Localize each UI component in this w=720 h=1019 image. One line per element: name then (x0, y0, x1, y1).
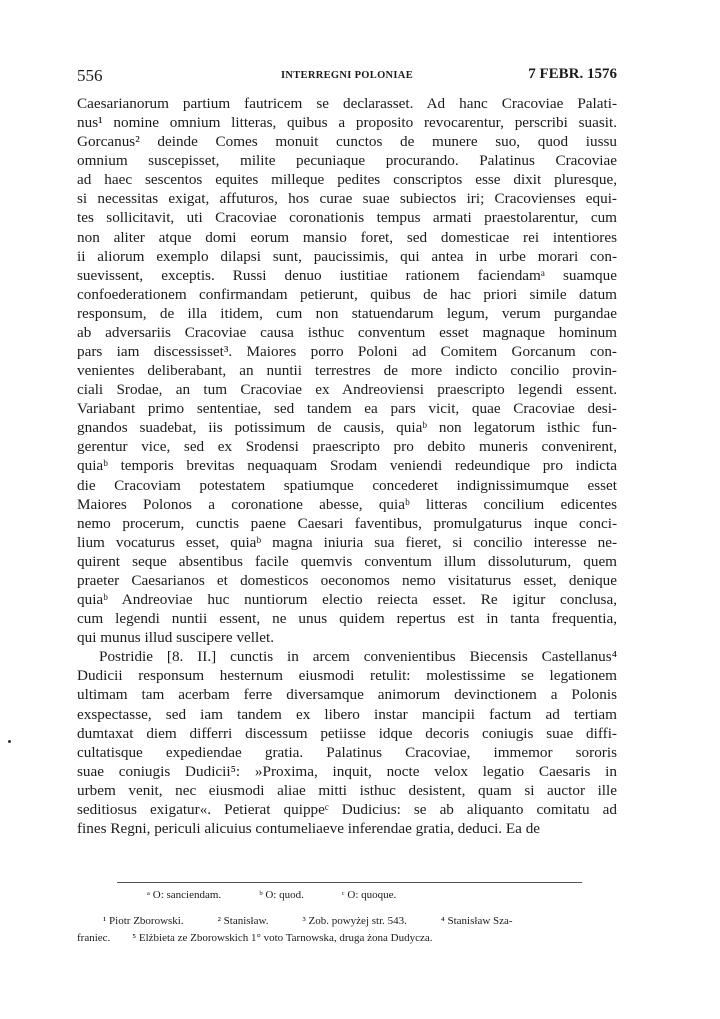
text-line: non aliter atque domi eorum mansio foret, sed domesticae rei intentiores (77, 228, 617, 246)
text-line: die Cracoviam potestatem spatiumque concederet indignissimumque esset (77, 476, 617, 494)
footnote: ³ Zob. powyżej str. 543. (302, 915, 407, 927)
footnote-divider (117, 882, 582, 883)
header-date: 7 FEBR. 1576 (528, 66, 617, 82)
text-line: cultatisque expediendae gratia. Palatinus Cracoviae, immemor sororis (77, 743, 617, 761)
text-line: Variabant primo sententiae, sed tandem ea pars vicit, quae Cracoviae desi- (77, 400, 617, 418)
text-line: pars iam discessisset³. Maiores porro Poloni ad Comitem Gorcanum con- (77, 343, 617, 361)
text-line: tes sollicitavit, uti Cracoviae coronationis tempus armati praestolarentur, cum (77, 209, 617, 227)
text-line: urbem venit, nec eiusmodi aliae mitti isthuc desistent, quam si auctor ille (77, 781, 617, 799)
footnotes (77, 913, 617, 947)
text-line: Caesarianorum partium fautricem se declarasset. Ad hanc Cracoviae Palati- (77, 95, 617, 112)
footnote-row (77, 930, 617, 947)
text-line: Dudicii responsum hesternum eiusmodi retulit: molestissime se legationem (77, 667, 617, 685)
text-line: exspectasse, sed iam tandem ex libero instar mancipii factum ad tertiam (77, 705, 617, 723)
text-line: Gorcanus² deinde Comes monuit cunctos de munere suo, quod iussu (77, 133, 617, 151)
textual-note: ᵃ O: sanciendam. (147, 889, 222, 901)
text-line: ciali Srodae, an tum Cracoviae ex Andreoviensi praescripto legendi essent. (77, 381, 617, 399)
text-line: gnandos suadebat, iis potissimum de causis, quiaᵇ non legatorum isthic fun- (77, 419, 617, 437)
text-line: quiaᵇ Andreoviae huc nuntiorum electio reiecta esset. Re igitur conclusa, (77, 591, 617, 609)
page-number: 556 (77, 66, 103, 85)
page-header (77, 62, 617, 90)
text-line: responsum, de illa itidem, cum non statuendarum legum, verum purgandae (77, 304, 617, 322)
textual-note: ᶜ O: quoque. (341, 889, 397, 901)
footnote: ⁵ Elżbieta ze Zborowskich 1° voto Tarnowska, druga żona Dudycza. (132, 932, 433, 944)
body-text (77, 94, 617, 838)
text-line: ultimam tam acerbam ferre diversamque animorum devinctionem a Polonis (77, 686, 617, 704)
text-line: ii aliorum exemplo dilapsi sunt, paucissimis, qui antea in urbe morari con- (77, 247, 617, 265)
textual-notes (147, 889, 434, 901)
footnote-row (77, 913, 617, 930)
text-line: suevissent, exceptis. Russi denuo iustitiae rationem faciendamᵃ suamque (77, 266, 617, 284)
text-line: quiaᵇ temporis brevitas nequaquam Srodam veniendi redeundique pro indicta (77, 457, 617, 475)
textual-note: ᵇ O: quod. (259, 889, 304, 901)
text-line: suae coniugis Dudicii⁵: »Proxima, inquit, nocte velox legatio Caesaris in (77, 762, 617, 780)
text-line: gerentur vice, sed ex Srodensi praescripto pro debito muneris convenirent, (77, 438, 617, 456)
text-line: praeter Caesarianos et domesticos oeconomos nemo visitaturus esset, denique (77, 571, 617, 589)
text-line: ad haec sescentos equites milleque pedites conscriptos esse dixit pluresque, (77, 171, 617, 189)
text-line: confoederationem confirmandam petierunt, quibus de hac priori simile datum (77, 285, 617, 303)
text-line: seditiosus exigatur«. Petierat quippeᶜ Dudicius: se ab aliquanto comitatu ad (77, 800, 617, 818)
text-line: nemo procerum, cunctis paene Caesari faventibus, promulgaturus inque conci- (77, 514, 617, 532)
text-line: venientes deliberabant, an nuntii terrestres de more indicto concilio provin- (77, 362, 617, 380)
text-line: lium vocaturus esset, quiaᵇ magna iniuria sua fieret, si concilio interesse ne- (77, 533, 617, 551)
text-line: fines Regni, periculi alicuius contumeliaeve inferendae gratia, deduci. Ea de (77, 819, 541, 837)
text-line: Postridie [8. II.] cunctis in arcem convenientibus Biecensis Castellanus⁴ (99, 648, 617, 666)
running-title: INTERREGNI POLONIAE (280, 70, 413, 81)
text-line: nus¹ nomine omnium litteras, quibus a proposito revocarentur, perscribi suasit. (77, 114, 617, 132)
footnote: ⁴ Stanisław Sza- (440, 915, 513, 927)
text-line: ab adversariis Cracoviae causa isthuc conventum esset magnaque hominum (77, 323, 617, 341)
footnote: ¹ Piotr Zborowski. (103, 915, 184, 927)
document-page (77, 62, 617, 944)
text-line: dumtaxat diem differri discessum petiisse idque decoris coniugis suae diffi- (77, 724, 617, 742)
text-line: Maiores Polonos a coronatione abesse, quiaᵇ litteras concilium edicentes (77, 495, 617, 513)
text-line: omnium suscepisset, milite pecuniaque procurando. Palatinus Cracoviae (77, 152, 617, 170)
text-line: qui munus illud suscipere vellet. (77, 629, 274, 647)
text-line: cum legendi nuntii essent, ne unus quidem repertus est in tanta frequentia, (77, 610, 617, 628)
footnote: franiec. (77, 932, 111, 944)
text-line: si necessitas exigat, affuturos, hos curae suae subiectos iri; Cracovienses equi- (77, 190, 617, 208)
text-line: quirent seque absentibus facile quemvis conventum illum dissoluturum, quem (77, 552, 617, 570)
margin-dot (8, 740, 11, 743)
footnote: ² Stanisław. (217, 915, 269, 927)
